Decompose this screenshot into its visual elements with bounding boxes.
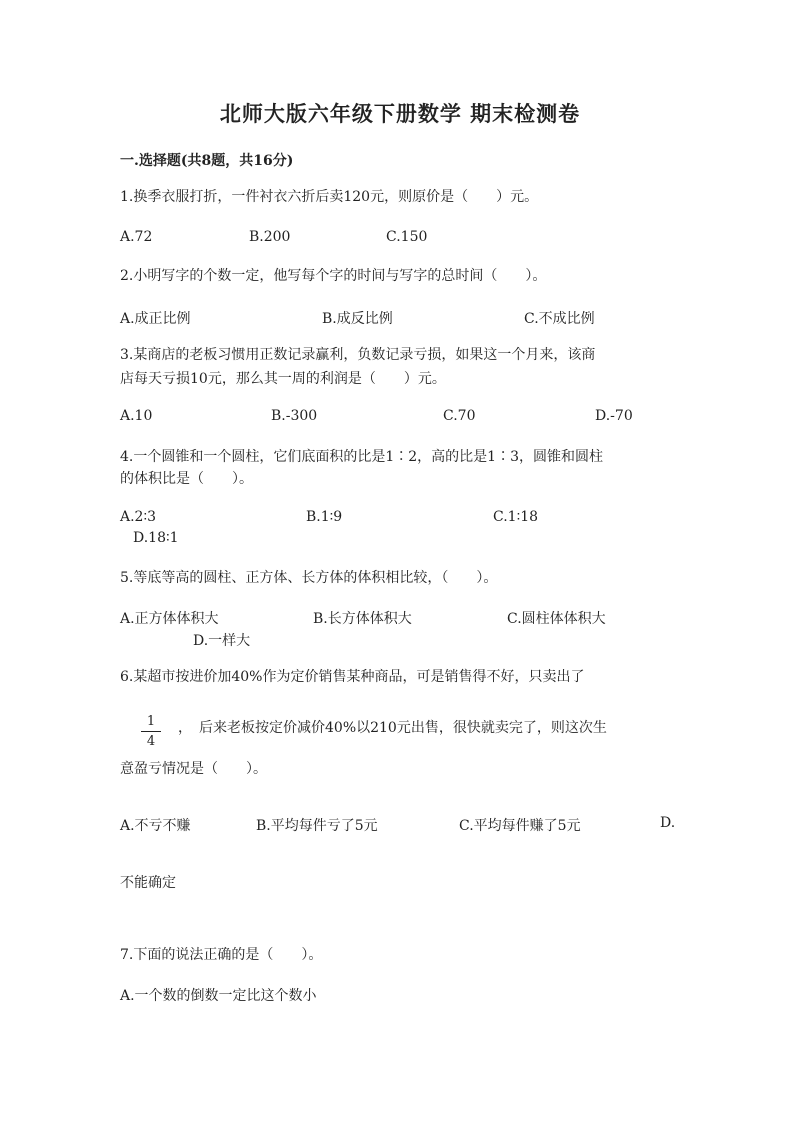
question-2-option-a: A.成正比例 xyxy=(120,311,191,327)
question-4-line-2: 的体积比是（ ）。 xyxy=(120,471,253,487)
question-2-option-b: B.成反比例 xyxy=(322,311,393,327)
question-3-option-b: B.-300 xyxy=(271,408,318,424)
question-7: 7.下面的说法正确的是（ ）。 xyxy=(120,947,323,963)
question-1: 1.换季衣服打折，一件衬衣六折后卖120元，则原价是（ ）元。 xyxy=(120,189,539,205)
question-1-option-b: B.200 xyxy=(249,229,291,245)
question-4-option-c: C.1∶18 xyxy=(493,509,539,525)
question-5-option-c: C.圆柱体体积大 xyxy=(507,611,606,627)
question-5: 5.等底等高的圆柱、正方体、长方体的体积相比较，（ ）。 xyxy=(120,570,498,586)
question-6-option-d-text: 不能确定 xyxy=(120,875,176,891)
page-title: 北师大版六年级下册数学 期末检测卷 xyxy=(219,101,581,126)
section-heading: 一.选择题(共8题，共16分) xyxy=(120,153,294,169)
question-4-option-d: D.18∶1 xyxy=(133,530,179,546)
fraction-numerator: 1 xyxy=(146,714,156,729)
question-5-option-d: D.一样大 xyxy=(193,633,251,649)
question-2: 2.小明写字的个数一定，他写每个字的时间与写字的总时间（ ）。 xyxy=(120,268,547,284)
question-3-option-c: C.70 xyxy=(443,408,476,424)
question-4-option-a: A.2∶3 xyxy=(120,509,157,525)
question-2-option-c: C.不成比例 xyxy=(524,311,595,327)
question-6-line-3: 意盈亏情况是（ ）。 xyxy=(120,761,267,777)
question-3-option-a: A.10 xyxy=(120,408,153,424)
question-6-line-2: ， 后来老板按定价减价40%以210元出售，很快就卖完了，则这次生 xyxy=(178,720,607,736)
question-4-option-b: B.1∶9 xyxy=(306,509,343,525)
question-6-option-b: B.平均每件亏了5元 xyxy=(256,818,378,834)
question-3-option-d: D.-70 xyxy=(595,408,633,424)
question-6-line-1: 6.某超市按进价加40%作为定价销售某种商品，可是销售得不好，只卖出了 xyxy=(120,669,585,685)
question-1-option-c: C.150 xyxy=(386,229,428,245)
fraction-bar xyxy=(141,731,161,732)
question-3-line-1: 3.某商店的老板习惯用正数记录赢利，负数记录亏损，如果这一个月来，该商 xyxy=(120,347,596,363)
question-4-line-1: 4.一个圆锥和一个圆柱，它们底面积的比是1∶2，高的比是1∶3，圆锥和圆柱 xyxy=(120,449,603,465)
question-6-option-c: C.平均每件赚了5元 xyxy=(459,818,581,834)
question-7-option-a: A.一个数的倒数一定比这个数小 xyxy=(120,988,317,1004)
fraction-denominator: 4 xyxy=(146,734,156,749)
question-6-option-d: D. xyxy=(660,815,676,831)
fraction-one-quarter xyxy=(140,714,162,749)
question-5-option-b: B.长方体体积大 xyxy=(313,611,412,627)
question-3-line-2: 店每天亏损10元，那么其一周的利润是（ ）元。 xyxy=(120,371,446,387)
question-1-option-a: A.72 xyxy=(120,229,153,245)
question-6-option-a: A.不亏不赚 xyxy=(120,818,191,834)
question-5-option-a: A.正方体体积大 xyxy=(120,611,219,627)
